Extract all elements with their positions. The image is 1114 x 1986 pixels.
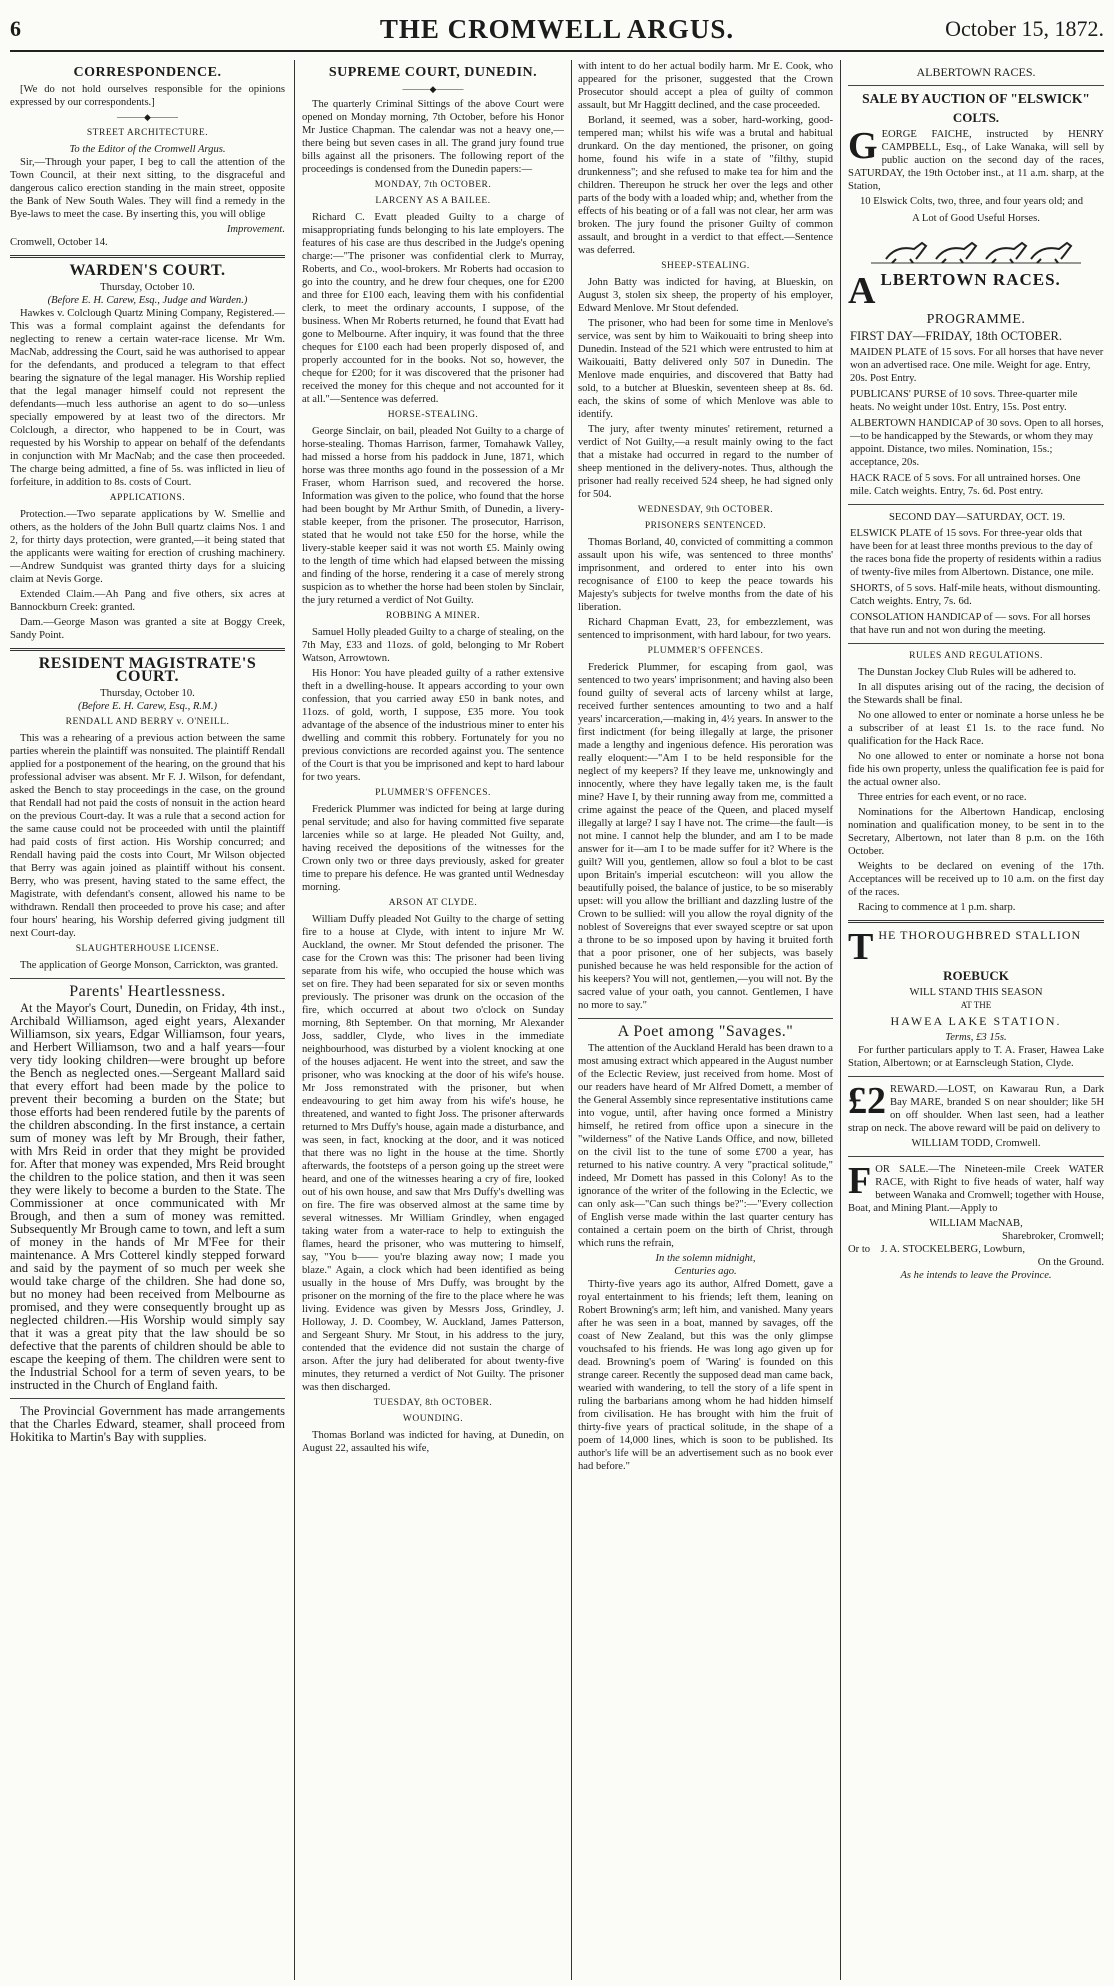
warden-date: Thursday, October 10. <box>100 282 195 293</box>
races-big-heading <box>848 270 1104 312</box>
macnab-title: Sharebroker, Cromwell; <box>1002 1231 1104 1242</box>
batty-report-3: The jury, after twenty minutes' retirement, returned a verdict of Not Guilty,—a result mainly owing to the fact that a mistake had occurred in regard to the number of sheep mentioned in the delivery-notes. Thus, although the prisoner had really received 524 sheep, he had signed only for 504. <box>578 424 833 500</box>
sheep-heading: SHEEP-STEALING. <box>661 261 750 271</box>
rule: Racing to commence at 1 p.m. sharp. <box>858 902 1016 913</box>
extended-claim-text: Extended Claim.—Ah Pang and five others, six acres at Bannockburn Creek: granted. <box>10 589 285 613</box>
rule: Three entries for each event, or no race. <box>858 792 1027 803</box>
reward-advert <box>848 1080 1104 1135</box>
newspaper-title: THE CROMWELL ARGUS. <box>379 14 735 44</box>
rm-before: (Before E. H. Carew, Esq., R.M.) <box>77 701 218 712</box>
robbing-heading: ROBBING A MINER. <box>385 611 481 621</box>
sale-heading: SALE BY AUCTION OF "ELSWICK" <box>862 91 1090 106</box>
terms-line: Terms, £3 15s. <box>945 1032 1007 1043</box>
divider <box>848 920 1104 923</box>
divider <box>10 1398 285 1399</box>
horse-stealing-heading: HORSE-STEALING. <box>387 410 479 420</box>
warden-report: Hawkes v. Colclough Quartz Mining Company, Registered.—This was a formal complaint against the defendants for neglecting to renew a certain water-race license. Mr Wm. MacNab, addressing the Court, said he was authorised to appear for the defendants, and produced a telegram to that effect bearing the signature of the legal manager. His Worship replied that the legal manager himself could not represent the defendants—much less authorise an agent to do so—unless specially empowered by at least two of the directors. Mr Colclough, a director, who happened to be in Court, was requested by his Worship to appear on behalf of the defendants in conjunction with Mr MacNab; and the case then proceeded. The charge being admitted, a fine of 5s. was inflicted in lieu of forfeiture, in addition to 8s. costs of Court. <box>10 308 285 488</box>
warden-before: (Before E. H. Carew, Esq., Judge and Warden.) <box>47 295 248 306</box>
colts-line: 10 Elswick Colts, two, three, and four years old; and <box>860 196 1084 207</box>
programme-heading: PROGRAMME. <box>926 312 1026 327</box>
racing-horses-icon <box>866 229 1086 269</box>
alt-contact <box>848 1243 1104 1256</box>
ornament: ———◆——— <box>402 84 464 94</box>
divider <box>848 504 1104 505</box>
stockelberg-location: On the Ground. <box>1037 1257 1104 1268</box>
leave-province: As he intends to leave the Province. <box>900 1270 1052 1281</box>
albertown-handicap: ALBERTOWN HANDICAP of 30 sovs. Open to all horses,—to be handicapped by the Stewards, or whom they may appoint. Distance, two miles. Nomination, 15s.; acceptance, 20s. <box>850 418 1104 468</box>
disclaimer: [We do not hold ourselves responsible for the opinions expressed by our correspondents.] <box>10 84 285 108</box>
larceny-heading: LARCENY AS A BAILEE. <box>375 196 491 206</box>
holly-sentence: His Honor: You have pleaded guilty of a rather extensive theft in a dwelling-house. It appears according to your own confession, that you carried away £50 in bank notes, and 11ozs. of gold, worth, I suppose, £35 more. You took advantage of the absence of the industrious miner to enter his dwelling and commit this robbery. Fortunately for you no previous convictions are recorded against you. The sentence of the Court is that you be imprisoned and kept to hard labour for two years. <box>302 668 564 783</box>
rule: No one allowed to enter or nominate a horse not bona fide his own property, unless the qualification fee is paid for the actual owner also. <box>848 751 1104 788</box>
column-1 <box>10 60 285 1980</box>
fraser-text: For further particulars apply to T. A. Fraser, Hawea Lake Station, Albertown; or at Earnscleugh Station, Clyde. <box>848 1045 1104 1069</box>
divider <box>848 85 1104 86</box>
column-3 <box>578 60 833 1980</box>
street-signature: Improvement. <box>226 224 285 235</box>
poet-verse-2: Centuries ago. <box>674 1266 737 1277</box>
evatt-report: Richard C. Evatt pleaded Guilty to a charge of misappropriating funds belonging to his late employers. The features of his case are thus described in the Judge's opening charge:—"The prisoner was confidential clerk to Murray, Roberts, and Co., wool-brokers. Mr Roberts had occasion to go into the country, and he drew four cheques, one for £200 and three for £100 each, leaving them with his confidential clerk, to meet the ordinary accounts, I suppose, of the business. When Mr Roberts returned, he found that Evatt had gone to Melbourne. After inquiry, it was found that the three cheques for £100 each had been properly disposed of, and properly accounted for in the books. Not so, however, the cheque for £200; for it was discovered that the prisoner had received the money for this cheque and not accounted for it at all."—Sentence was deferred. <box>302 212 564 405</box>
plummer-heading-2: PLUMMER'S OFFENCES. <box>647 646 764 656</box>
divider <box>10 648 285 651</box>
batty-report-2: The prisoner, who had been for some time in Menlove's service, was sent by him to Waikouaiti to bring sheep into Dunedin. Instead of the 521 which were entrusted to him at Waikouaiti, Batty delivered only 507 in Dunedin. The Menlove made enquiries, and discovered that Batty had sold, to a butcher at Blueskin, seventeen sheep at 8s. 6d. each, the skins of some of which Menlove was able to identify. <box>578 318 833 420</box>
correspondence-heading: CORRESPONDENCE. <box>73 65 222 80</box>
slaughter-text: The application of George Monson, Carrickton, was granted. <box>20 960 279 971</box>
monday-heading: MONDAY, 7th OCTOBER. <box>374 180 492 190</box>
borland-sentence: Thomas Borland, 40, convicted of committing a common assault upon his wife, was sentenced to three months' imprisonment, and ordered to enter into his own recognisance of £100 to keep the peace towards his Majesty's subjects for twelve months from the date of his liberation. <box>578 537 833 613</box>
divider <box>848 643 1104 644</box>
street-dateline: Cromwell, October 14. <box>10 237 108 248</box>
dam-text: Dam.—George Mason was granted a site at Boggy Creek, Sandy Point. <box>10 617 285 641</box>
borland-report: Thomas Borland was indicted for having, at Dunedin, on August 22, assaulted his wife, <box>302 1430 564 1454</box>
page-number: 6 <box>10 16 21 41</box>
column-2 <box>302 60 564 1980</box>
poet-verse-1: In the solemn midnight, <box>655 1253 756 1264</box>
races-big-text: LBERTOWN RACES. <box>880 270 1061 289</box>
column-divider <box>571 60 572 1980</box>
hawea-station: HAWEA LAKE STATION. <box>890 1014 1062 1028</box>
season-line: WILL STAND THIS SEASON <box>909 987 1043 998</box>
drop-cap: F <box>848 1160 872 1202</box>
street-address: To the Editor of the Cromwell Argus. <box>69 144 226 155</box>
sale-subheading: COLTS. <box>952 110 1000 125</box>
provincial-article: The Provincial Government has made arrangements that the Charles Edward, steamer, shall proceed from Hokitika to Martin's Bay with supplies. <box>10 1404 285 1444</box>
rm-court-heading: RESIDENT MAGISTRATE'S COURT. <box>38 655 257 685</box>
poet-article-2: Thirty-five years ago its author, Alfred Domett, gave a royal entertainment to his friends; left them, leaning on Robert Browning's arm; left him, and vanished. Many years after he was seen in a boat, manned by savages, off the coast of New Zealand, but this was the only glimpse vouchsafed to his friends. He was long ago given up for dead. Browning's poem of 'Waring' is founded on this strange career. Recently the supposed dead man came back, wearied with wandering, to tell the story of a life spent in ruling the barbarians among whom he had hidden himself from civilisation. He has brought with him the fruit of thirty-five years of practical solitude, in the shape of a poem of 14,000 lines, which is soon to be published. Its author's life will be an advertisement such as no book ever had before." <box>578 1279 833 1472</box>
divider <box>848 1076 1104 1077</box>
sentenced-heading: PRISONERS SENTENCED. <box>644 521 767 531</box>
second-day-heading: SECOND DAY—SATURDAY, OCT. 19. <box>888 512 1065 523</box>
applications-heading: APPLICATIONS. <box>109 493 186 503</box>
maiden-plate: MAIDEN PLATE of 15 sovs. For all horses that have never won an advertised race. One mile. Weight for age. Entry, 20s. Post Entry. <box>850 347 1104 384</box>
roebuck-name: ROEBUCK <box>943 968 1009 983</box>
stallion-heading <box>848 926 1104 968</box>
rm-case-heading: RENDALL AND BERRY v. O'NEILL. <box>65 717 230 727</box>
reward-text: REWARD.—LOST, on Kawarau Run, a Dark Bay MARE, branded S on near shoulder; like 5H on off shoulder. When last seen, had a leather strap on neck. The above reward will be paid on delivery to <box>848 1084 1104 1134</box>
borland-continued: with intent to do her actual bodily harm. Mr E. Cook, who appeared for the prisoner, suggested that the Crown Prosecutor should accept a plea of guilty of common assault, but Mr Haggitt declined, and the case proceeded. <box>578 61 833 111</box>
divider <box>10 255 285 258</box>
forsale-advert <box>848 1160 1104 1215</box>
protection-text: Protection.—Two separate applications by W. Smellie and others, as the holders of the John Bull quartz claims Nos. 1 and 2, for thirty days protection, were granted,—it being stated that the applicants were waiting for erection of crushing machinery.—Andrew Sundquist was granted thirty days for a sluicing claim at Nevis Gorge. <box>10 509 285 585</box>
elswick-plate: ELSWICK PLATE of 15 sovs. For three-year olds that have been for at least three months previous to the day of the races bona fide the property of residents within a radius of twenty-five miles from Albertown. Distance, one mile. <box>850 528 1102 578</box>
holly-report: Samuel Holly pleaded Guilty to a charge of stealing, on the 7th May, £33 and 11ozs. of gold, belonging to Mr Robert Watson, Arrowtown. <box>302 627 564 664</box>
divider <box>578 1018 833 1019</box>
at-the-line: AT THE <box>960 1000 992 1010</box>
divider <box>10 978 285 979</box>
column-4 <box>848 60 1104 1980</box>
poet-article: The attention of the Auckland Herald has been drawn to a most amusing extract which appeared in the August number of the Eclectic Review, just received from home. Most of our readers have heard of Mr Alfred Domett, a member of the General Assembly since representative institutions came into vogue, until, after having once formed a Ministry himself, he retired from office upon a sinecure in the "wilderness" of the Native Lands Office, and now, billeted on the civil list to the tune of some £700 a year, has returned to his native country. A very "practical solitude," indeed, Mr Domett has passed in this Colony! As to the ignorance of the writer of the following in the Eclectic, we can only ask—"Can such things be?":—"Every collection of English verse made within the last quarter century has contained a certain poem on the birth of Christ, through which runs the refrain, <box>578 1043 833 1249</box>
tuesday-heading: TUESDAY, 8th OCTOBER. <box>373 1398 493 1408</box>
faiche-text: EORGE FAICHE, instructed by HENRY CAMPBELL, Esq., of Lake Wanaka, will sell by public auction on the second day of the races, SATURDAY, the 19th October inst., at 11 a.m. sharp, at the Station, <box>848 129 1104 192</box>
drop-cap: T <box>848 926 875 968</box>
stallion-heading-text: HE THOROUGHBRED STALLION <box>878 928 1082 942</box>
parents-article: At the Mayor's Court, Dunedin, on Friday, 4th inst., Archibald Williamson, aged eight years, Alexander Williamson, six years, Edgar Williamson, four years, and Herbert Williamson, two and a half years—four very tidy looking children—were brought up before the Bench as neglected ones.—Sergeant Mallard said that every effort had been made by the police to prevent their becoming a burden on the State; but those efforts had been rendered futile by the parents of the children absconding. In the first instance, a certain sum of money was left by Mr Brough, their father, with Mrs Reid in order that they might be provided for. After that money was expended, Mrs Reid brought the children to the police station, and then it was seen they were likely to become a burden to the State. The Commissioner at once communicated with Mr Brough, and then a sum of money was remitted. Subsequently Mr Brough came to town, and left a sum of money in the hands of Mr M'Fee for their maintenance. A Mrs Cotterel kindly stepped forward and said by the payment of so much per week she would take charge of the children. She had done so, but no money had been received from Melbourne as promised, and they were consequently brought up as neglected children.—His Worship would simply say that it was a great pity that the law should be so defective that the parents of children should be able to escape the keeping of them. The children were sent to the Industrial School for a term of seven years, to be instructed in the Church of England faith. <box>10 1001 285 1392</box>
masthead <box>10 10 1104 52</box>
issue-date: October 15, 1872. <box>945 16 1104 41</box>
drop-cap: £2 <box>848 1080 886 1122</box>
rule: No one allowed to enter or nominate a horse unless he be a subscriber of at least £1 1s. to the race fund. No qualification for the Hack Race. <box>848 710 1104 747</box>
supreme-court-heading: SUPREME COURT, DUNEDIN. <box>328 65 538 80</box>
divider <box>848 1156 1104 1157</box>
warden-heading: WARDEN'S COURT. <box>69 262 226 279</box>
column-divider <box>840 60 841 1980</box>
consolation-handicap: CONSOLATION HANDICAP of — sovs. For all horses that have run and not won during the meeting. <box>850 612 1091 636</box>
parents-heading: Parents' Heartlessness. <box>69 983 226 1000</box>
first-day-heading: FIRST DAY—FRIDAY, 18th OCTOBER. <box>850 329 1062 343</box>
sinclair-report: George Sinclair, on bail, pleaded Not Guilty to a charge of horse-stealing. Thomas Harrison, farmer, Tomahawk Valley, had missed a horse from his paddock in June, 1871, which horse was three months ago found in the possession of a Mr Fraser, whom Harrison sued, and recovered the horse. Information was given to the police, who found that the horse had been bought by Mr Arthur Smith, of Dunedin, a livery-stable keeper, from the prisoner. The prosecutor, Harrison, stated that he would not take £50 for the horse, while the livery-stable keeper said it was not worth £5. Mainly owing to the length of time which had elapsed between the missing and finding of the horse, rendering it a case of merely strong suspicion as to whether the horse had been stolen by Sinclair, the jury returned a verdict of Not Guilty. <box>302 426 564 606</box>
rule: In all disputes arising out of the racing, the decision of the Stewards shall be final. <box>848 682 1104 706</box>
rule: The Dunstan Jockey Club Rules will be adhered to. <box>858 667 1077 678</box>
poet-heading: A Poet among "Savages." <box>617 1023 794 1040</box>
todd-signature: WILLIAM TODD, Cromwell. <box>911 1138 1041 1149</box>
batty-report: John Batty was indicted for having, at Blueskin, on August 3, stolen six sheep, the property of his employer, Edward Menlove. Mr Stout defended. <box>578 277 833 314</box>
slaughter-heading: SLAUGHTERHOUSE LICENSE. <box>75 944 220 954</box>
or-to: Or to <box>848 1244 871 1255</box>
street-letter: Sir,—Through your paper, I beg to call the attention of the Town Council, at their next sitting, to the disgraceful and dangerous calico erection standing in the main street, opposite the Bank of New South Wales. They will find a remedy in the Bye-laws to meet the case. By inserting this, you will oblige <box>10 157 285 220</box>
plummer-report: Frederick Plummer was indicted for being at large during penal servitude; and also for having committed five separate larcenies while so at large. He pleaded Not Guilty, and, having received the depositions of the witnesses for the Crown only two or three days previously, asked for greater time to prepare his defence. He was granted until Wednesday morning. <box>302 804 564 893</box>
hack-race: HACK RACE of 5 sovs. For all untrained horses. One mile. Catch weights. Entry, 7s. 6d. Post entry. <box>850 473 1081 497</box>
rule: Weights to be declared on evening of the 17th. Acceptances will be received up to 10 a.m. on the first day of the races. <box>848 861 1104 898</box>
shorts-race: SHORTS, of 5 sovs. Half-mile heats, without dismounting. Catch weights. Entry, 7s. 6d. <box>850 583 1101 607</box>
forsale-text: OR SALE.—The Nineteen-mile Creek WATER RACE, with Right to five heads of water, half way between Wanaka and Cromwell; together with House, Boat, and Mining Plant.—Apply to <box>848 1164 1104 1214</box>
plummer-heading: PLUMMER'S OFFENCES. <box>375 788 491 798</box>
drop-cap: G <box>848 125 878 167</box>
rm-date: Thursday, October 10. <box>100 688 195 699</box>
faiche-advert <box>848 125 1104 193</box>
arson-heading: ARSON AT CLYDE. <box>388 898 478 908</box>
wednesday-heading: WEDNESDAY, 9th OCTOBER. <box>637 505 774 515</box>
macnab-signature: WILLIAM MacNAB, <box>929 1218 1023 1229</box>
horses-line: A Lot of Good Useful Horses. <box>912 213 1040 224</box>
rules-heading: RULES AND REGULATIONS. <box>909 651 1043 661</box>
duffy-report: William Duffy pleaded Not Guilty to the charge of setting fire to a house at Clyde, with intent to injure Mr W. Auckland, the owner. Mr Stout defended the prisoner. The case for the Crown was this: The prisoner had been living separate from his wife, who occupied the house which was set on fire. They had been separated for six or seven months previously. The prisoner was drunk on the occasion of the fire, which occurred at about two o'clock on Sunday morning, 8th September. On that morning, Mr Alexander Joss, saddler, Clyde, who lives in the immediate neighbourhood, was disturbed by a violent knocking at one of the houses adjacent. He went into the street, and saw the prisoner, who was knocking at the door of his wife's house. Mr Joss remonstrated with the prisoner, but when endeavouring to get him away from his wife's house, he threatened, and wanted to fight Joss. The prisoner afterwards returned to Mrs Duffy's house, again made a disturbance, and was seen, in fact, knocking at the door, and it was noticed that there was no light in the house at the time. Shortly afterwards, the footsteps of a person going up the street were heard, and one of the witnesses hearing a cry of fire, looked out of his own house, and saw that Mrs Duffy's dwelling was on fire. The fire was observed almost at the same time by several witnesses. Mr William Grindley, when engaged taking water from a water-race to help to extinguish the flames, heard the prisoner, who was muttering to himself, say, "You b—— you're blazing away now; I made you blaze." Again, a clock which had been identified as being usually in the house of Mrs Duffy, was brought by the prisoner on the morning of the fire to the place where he was living. Evidence was given by Messrs Joss, Grindley, J. Holloway, J. D. Coombey, W. Auckland, James Patterson, and Sergeant Shury. Mr Stout, in his address to the jury, contended that the evidence did not sustain the charge of arson. After the jury had deliberated for about twenty-five minutes, they returned a verdict of Not Guilty. The prisoner was then discharged. <box>302 914 564 1393</box>
borland-continued-2: Borland, it seemed, was a sober, hard-working, good-tempered man; whilst his wife was a brutal and habitual drunkard. On the day mentioned, the prisoner, on going home, found his wife in a state of "filthy, stupid drunkenness"; and she refused to make tea for him and the children. Thereupon he struck her over the legs and other parts of the body with a loaded whip; and, whether from the effects of his beating or of a fall was not clear, her arm was broken. The jury found the prisoner Guilty of common assault, and brought in a verdict to that effect.—Sentence was deferred. <box>578 115 833 256</box>
stockelberg-name: J. A. STOCKELBERG, Lowburn, <box>880 1244 1025 1255</box>
races-small-heading: ALBERTOWN RACES. <box>916 65 1036 79</box>
supreme-intro: The quarterly Criminal Sittings of the above Court were opened on Monday morning, 7th October, before his Honor Mr Justice Chapman. The calendar was not a heavy one,—there being but seven cases in all. The grand jury found true bills against all the prisoners. The following report of the proceedings is condensed from the Dunedin papers:— <box>302 99 564 175</box>
publicans-purse: PUBLICANS' PURSE of 10 sovs. Three-quarter mile heats. No weight under 10st. Entry, 15s. Post entry. <box>850 389 1078 413</box>
street-heading: STREET ARCHITECTURE. <box>86 128 209 138</box>
rm-report: This was a rehearing of a previous action between the same parties wherein the plaintiff was nonsuited. The plaintiff Rendall applied for a postponement of the hearing, on the ground that his professional adviser was absent. Mr F. J. Wilson, for defendant, asked the Bench to stay proceedings in the case, on the ground that Rendall had not paid the costs of nonsuit in the action heard on the previous Court-day. It was a rule that a second action for the same cause could not be proceeded with until the plaintiff had paid costs of first action. His Worship concurred; and Rendall having paid the costs into Court, Mr Wilson objected that Berry was again joined as plaintiff without his consent. Berry, who was present, having stated to the same effect, the Magistrate, with defendant's consent, allowed his name to be withdrawn. Rendall then proceeded to prove his case; and after four hours' hearing, his Worship deferred giving judgment till next Court-day. <box>10 733 285 939</box>
chapman-sentence: Richard Chapman Evatt, 23, for embezzlement, was sentenced to imprisonment, with hard labour, for two years. <box>578 617 833 641</box>
drop-cap: A <box>848 270 877 312</box>
plummer-defence: Frederick Plummer, for escaping from gaol, was sentenced to two years' imprisonment; and having also been found guilty of several acts of larceny whilst at large, received further sentences amounting to two and a half years' incarceration,—making in, 4½ years. In answer to the first indictment (for being illegally at large, the prisoner made a lengthy and ingenious defence. His peroration was really eloquent:—"Am I to be held responsible for the neglect of my keepers? If they leave me, unknowingly and innocently, where they have legally taken me, is the fault mine? Have I, by their running away from me, committed a crime against the peace of the Queen, and placed myself illegally at large? I say I have not. The crime—the fault—is not mine. I cannot help the blunder, and am I to be made answer for it—am I to be made suffer for it? Where is the guilt? Will you, gentlemen, allow so foul a blot to be cast upon Britain's imperial escutcheon: will you allow the beautifully poised, the balance of justice, to be so miserably upset: will you allow the brilliant and dazzling lustre of the Crown to be sullied: will you allow the royal dignity of the noblest of Sovereigns that ever swayed sceptre or sat upon a throne to be so imposed upon by having it bruited forth that a poor prisoner, one of her subjects, was basely punished because he was held responsible for the action of his keepers? You will not, gentlemen,—you will not. By the sacred value of your oath, you cannot. Gentlemen, I have no more to say." <box>578 662 833 1011</box>
ornament: ———◆——— <box>117 112 178 122</box>
rule: Nominations for the Albertown Handicap, enclosing nomination and qualification money, to be sent in to the Secretary, Albertown, not later than 8 p.m. on the 16th October. <box>848 807 1104 857</box>
wounding-heading: WOUNDING. <box>402 1414 464 1424</box>
column-divider <box>294 60 295 1980</box>
